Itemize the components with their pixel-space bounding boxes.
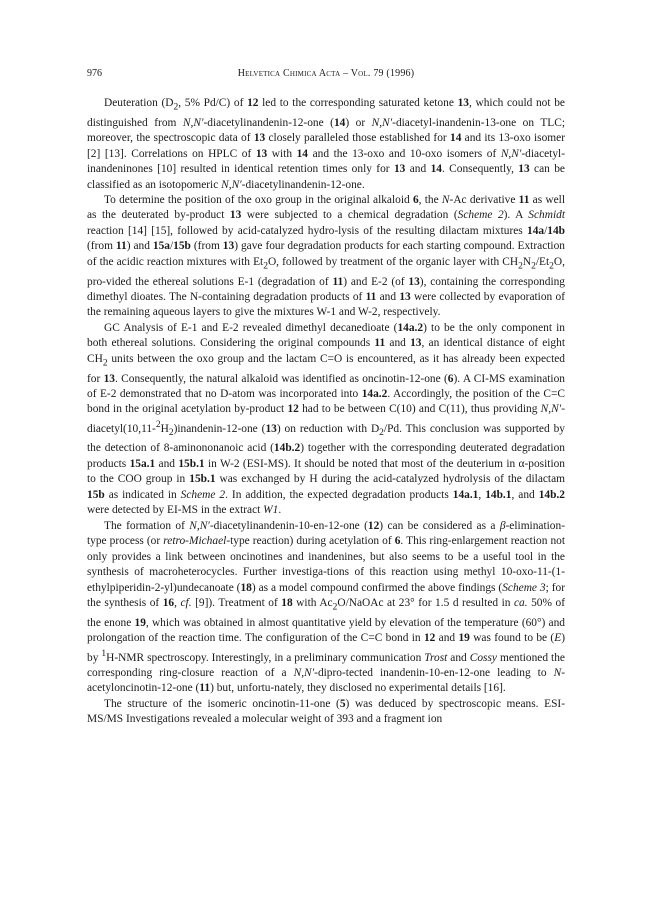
running-title: Helvetica Chimica Acta – Vol. 79 (1996) [237,68,415,79]
paragraph-degradation: To determine the position of the oxo group in the original alkaloid 6, the N-Ac derivative 11 as well as the deuterated by-product 13 were subjected to a chemical degradation (Scheme 2). A Schmidt reaction [14] [15], followed by acid-catalyzed hydro-lysis of the resulting dilactam mixtures 14a/14b (from 11) and 15a/15b (from 13) gave four degradation products for each starting compound. Extraction of the acidic reaction mixtures with $Et_2O$, followed by treatment of the organic layer with $CH_2N_2/Et_2O$, pro-vided the ethereal solutions E-1 (degradation of 11) and E-2 (of 13), containing the corresponding dimethyl dioates. The N-containing degradation products of 11 and 13 were collected by evaporation of the remaining aqueous layers to give the mixtures W-1 and W-2, respectively. [87,194,565,319]
body-text [87,96,565,728]
paragraph-structure: The structure of the isomeric oncinotin-11-one (5) was deduced by spectroscopic means. ESI-MS/MS Investigations revealed a molecular weight of 393 and a fragment ion [87,697,565,726]
paragraph-formation: The formation of N,N′-diacetylinandenin-10-en-12-one (12) can be considered as a β-elimination-type process (or retro-Michael-type reaction) during acetylation of 6. This ring-enlargement reaction not only provides a link between oncinotines and inandenines, but also seems to be a useful tool in the synthesis of macroheterocycles. Further investiga-tions of this reaction using methyl 10-oxo-11-(1-ethylpiperidin-2-yl)undecanoate (18) as a model compound confirmed the above findings (Scheme 3; for the synthesis of 16, cf. [9]). Treatment of 18 with $Ac_2O$/NaOAc at 23° for 1.5 d resulted in ca. 50% of the enone 19, which was obtained in almost quantitative yield by elevation of the temperature (60°) and prolongation of the reaction time. The configuration of the C=C bond in 12 and 19 was found to be (E) by $^1$H-NMR spectroscopy. Interestingly, in a preliminary communication Trost and Cossy mentioned the corresponding ring-closure reaction of a N,N′-dipro-tected inandenin-10-en-12-one leading to N-acetyloncinotin-12-one (11) but, unfortu-nately, they disclosed no experimental details [16]. [87,519,566,695]
paragraph-gc-analysis: GC Analysis of E-1 and E-2 revealed dimethyl decanedioate (14a.2) to be the only component in both ethereal solutions. Considering the original compounds 11 and 13, an identical distance of eight $CH_2$ units between the oxo group and the lactam C=O is encountered, as it has already been expected for 13. Consequently, the natural alkaloid was identified as oncinotin-12-one (6). A CI-MS examination of E-2 demonstrated that no D-atom was incorporated into 14a.2. Accordingly, the position of the C=C bond in the original acetylation by-product 12 had to be between C(10) and C(11), thus providing $N,N'-diacetyl(10,11-^2H_2)inandenin-12$-one (13) on reduction with $D_2/Pd$. This conclusion was supported by the detection of 8-aminononanoic acid (14b.2) together with the corresponding deuterated degradation products 15a.1 and 15b.1 in W-2 (ESI-MS). It should be noted that most of the deuterium in α-position to the COO group in 15b.1 was exchanged by H during the acid-catalyzed hydrolysis of the dilactam 15b as indicated in Scheme 2. In addition, the expected degradation products 14a.1, 14b.1, and 14b.2 were detected by EI-MS in the extract W1. [87,321,566,517]
page-header [87,66,565,82]
page-number: 976 [87,68,102,79]
paragraph-deuteration: Deuteration ($D_2$, 5% Pd/C) of 12 led to the corresponding saturated ketone 13, which could not be distinguished from N,N′-diacetylinandenin-12-one (14) or N,N′-diacetyl-inandenin-13-one on TLC; moreover, the spectroscopic data of 13 closely paralleled those established for 14 and its 13-oxo isomer [2] [13]. Correlations on HPLC of 13 with 14 and the 13-oxo and 10-oxo isomers of N,N′-diacetyl-inandeninones [10] resulted in identical retention times only for 13 and 14. Consequently, 13 can be classified as an isotopomeric N,N′-diacetylinandenin-12-one. [87,97,565,191]
